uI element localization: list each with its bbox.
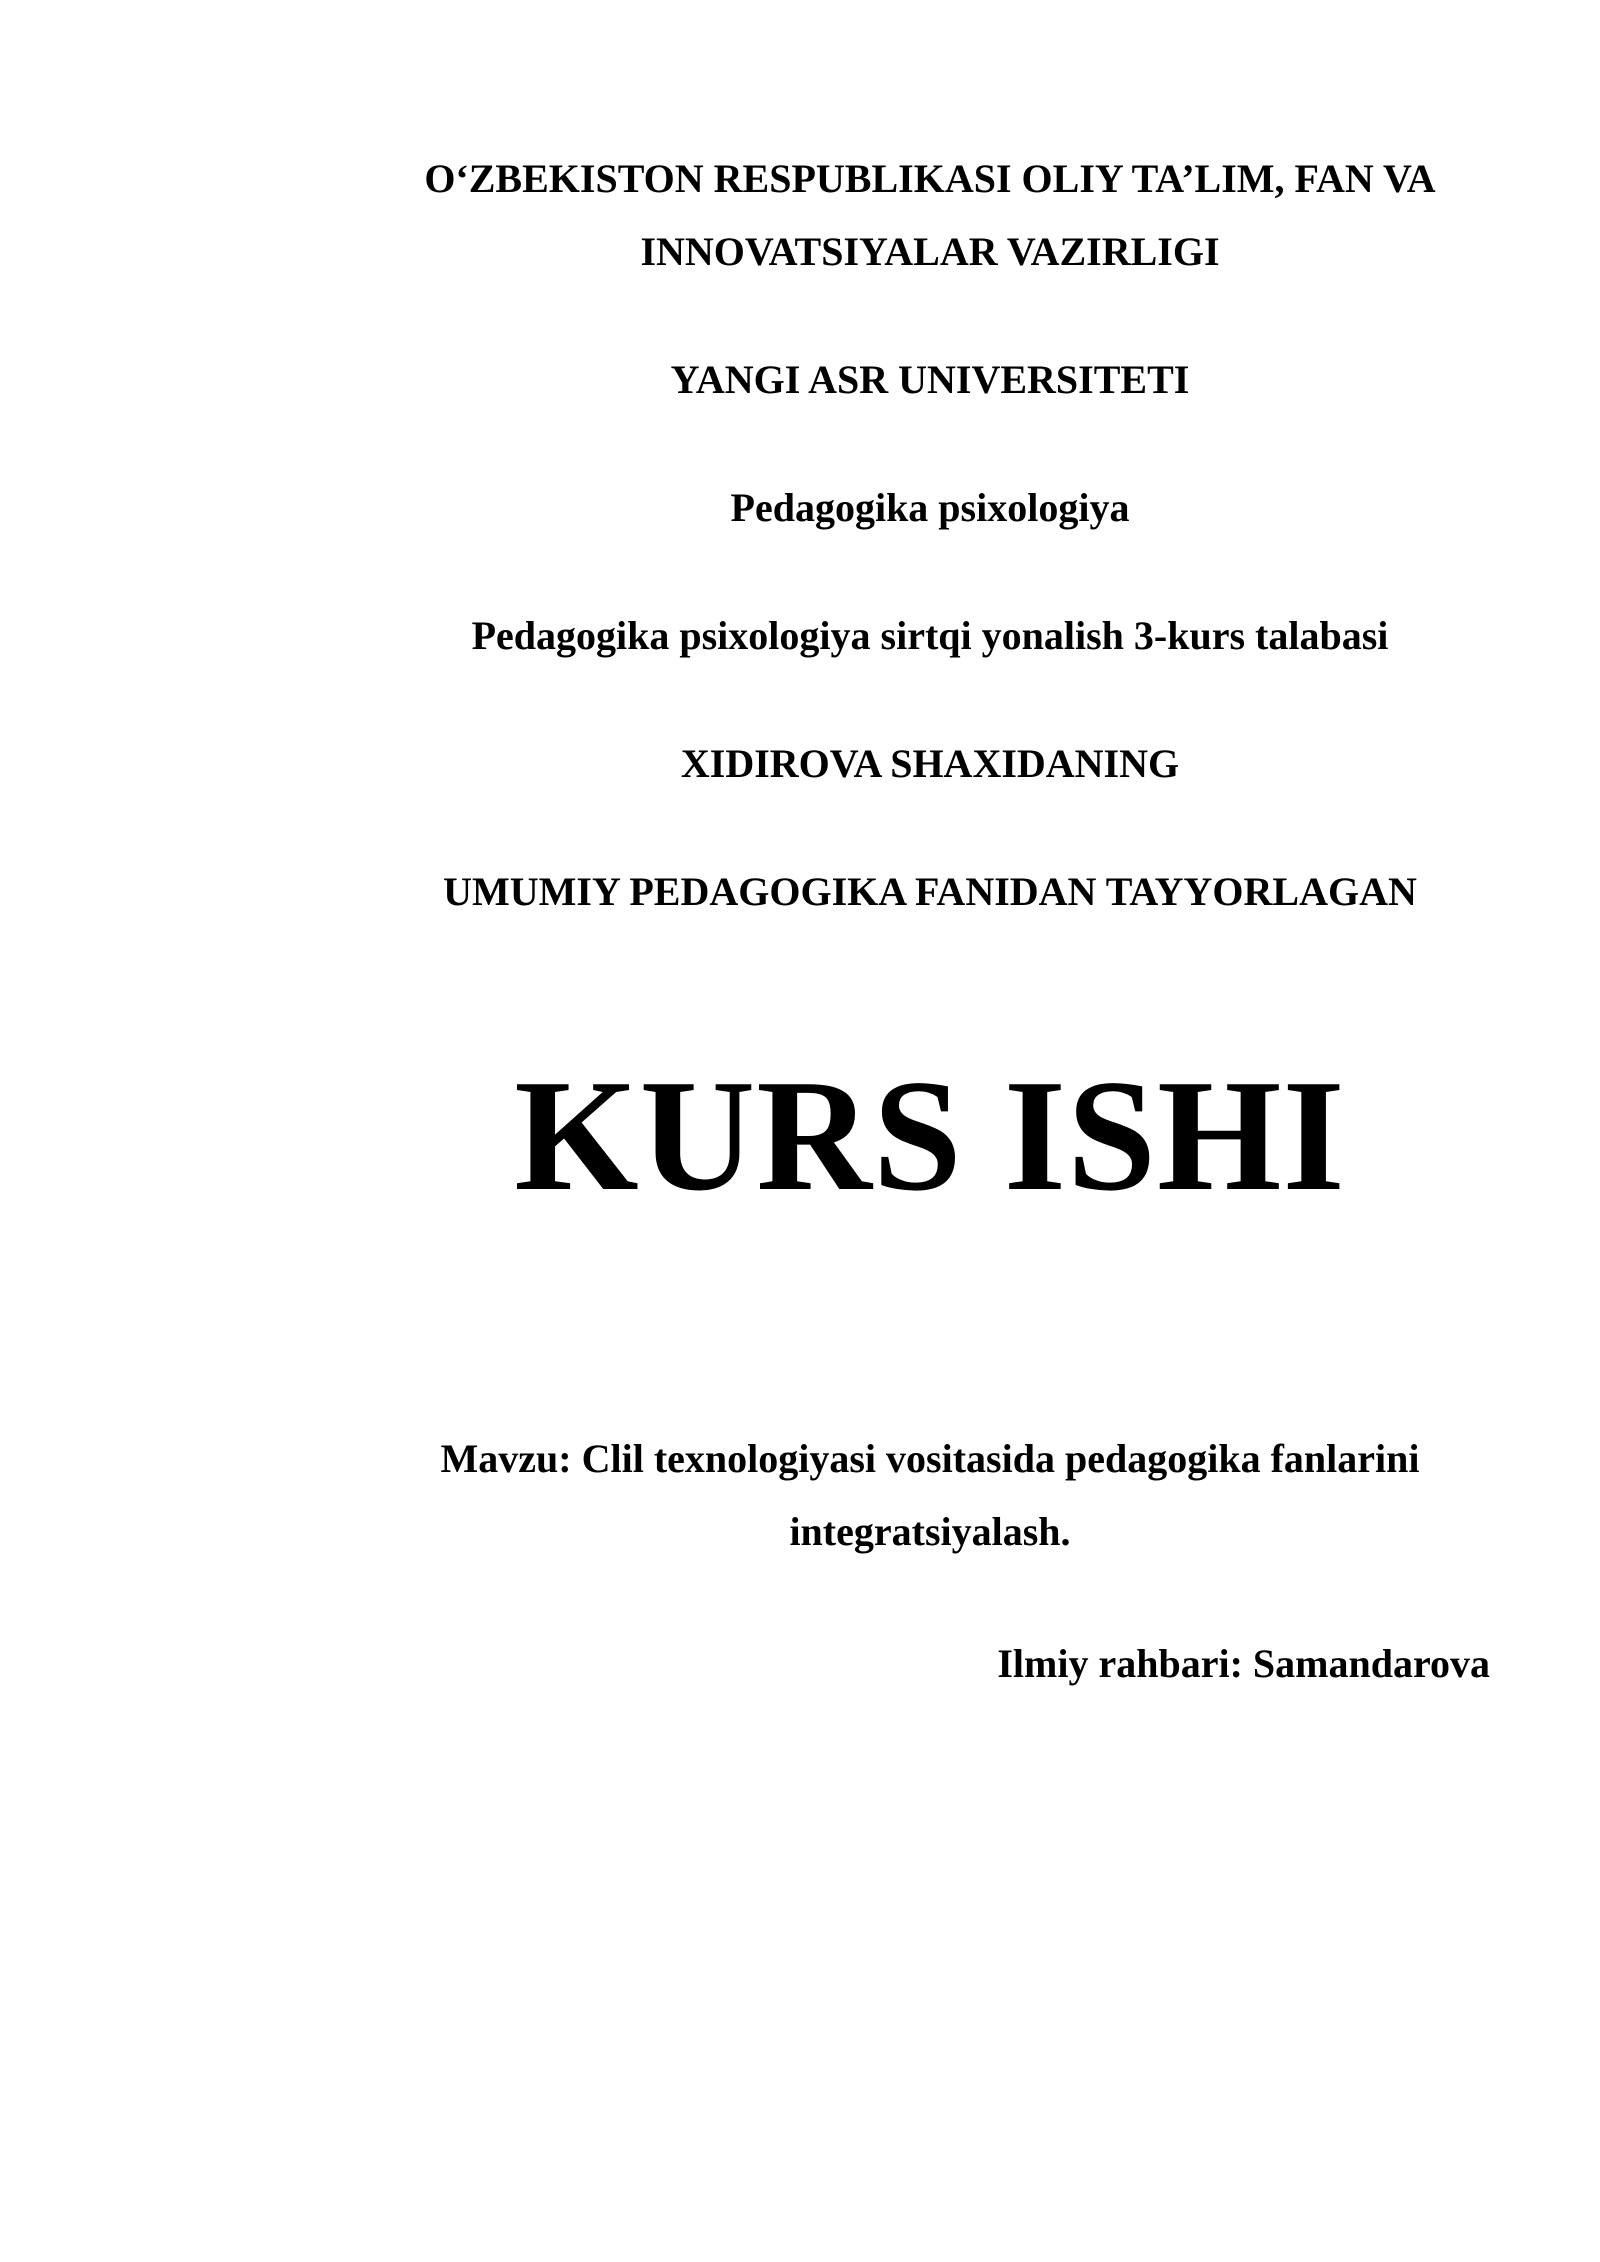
department-name: Pedagogika psixologiya: [730, 485, 1130, 530]
ministry-name-line-2: INNOVATSIYALAR VAZIRLIGI: [640, 229, 1220, 274]
university-name: YANGI ASR UNIVERSITETI: [670, 357, 1190, 402]
subject-line: UMUMIY PEDAGOGIKA FANIDAN TAYYORLAGAN: [443, 869, 1417, 914]
document-title: KURS ISHI: [514, 1046, 1346, 1224]
student-info: Pedagogika psixologiya sirtqi yonalish 3-kurs talabasi: [471, 613, 1389, 658]
student-name: XIDIROVA SHAXIDANING: [680, 741, 1180, 786]
topic-line-2: integratsiyalash.: [789, 1509, 1071, 1554]
topic-line-1: Mavzu: Clil texnologiyasi vositasida pedagogika fanlarini: [440, 1436, 1420, 1481]
supervisor-line: Ilmiy rahbari: Samandarova: [997, 1641, 1490, 1686]
ministry-name-line-1: O‘ZBEKISTON RESPUBLIKASI OLIY TA’LIM, FAN VA: [424, 156, 1436, 201]
